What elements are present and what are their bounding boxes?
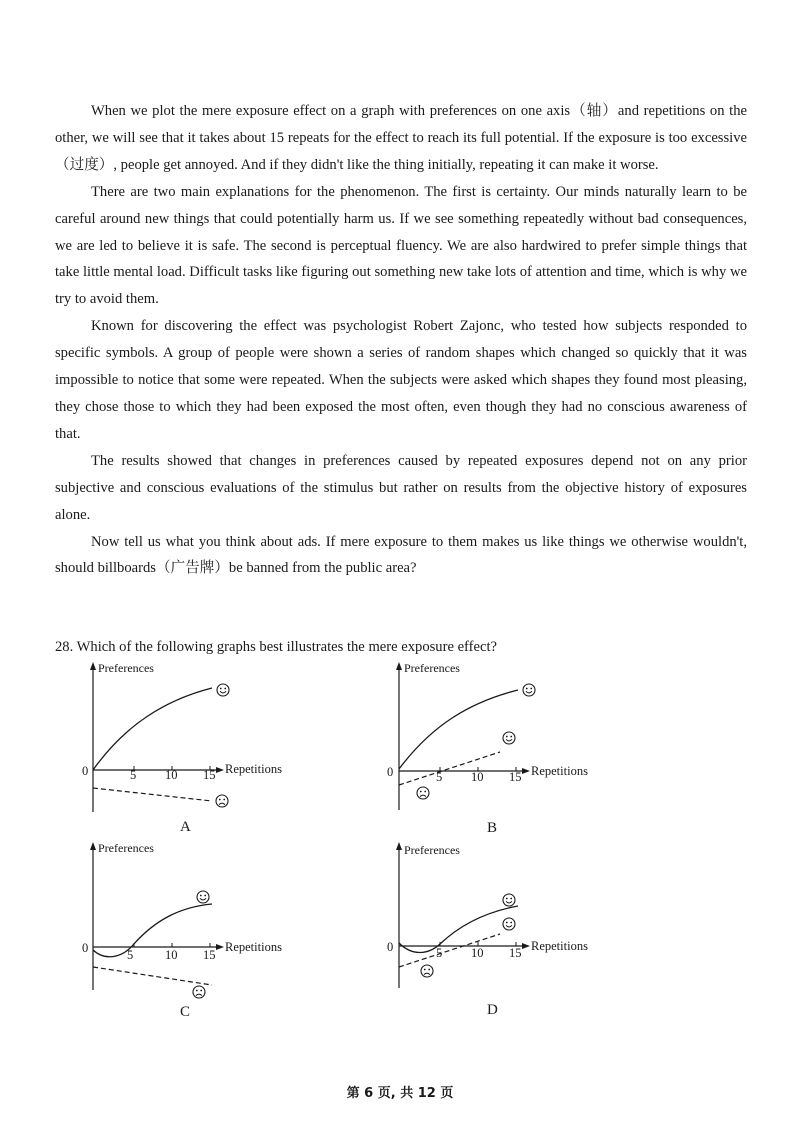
tick-label-15: 15 <box>203 948 216 962</box>
x-axis-label: Repetitions <box>225 940 282 954</box>
paragraph-4: The results showed that changes in preferences caused by repeated exposures depend not on any prior subjective and conscious evaluations of the stimulus but rather on results from the objective history of exposures alone. <box>55 452 747 523</box>
y-axis-label: Preferences <box>404 661 460 675</box>
x-axis-arrow <box>522 768 530 774</box>
positive-curve <box>93 688 212 770</box>
paragraph-5: Now tell us what you think about ads. If mere exposure to them makes us like things we otherwise wouldn't, should billboards（广告牌）be banned from the public area? <box>55 533 747 577</box>
s-curve <box>93 904 212 957</box>
tick-label-10: 10 <box>165 948 178 962</box>
sad-face-icon <box>421 965 433 977</box>
tick-label-15: 15 <box>203 768 216 782</box>
graph-c <box>90 842 224 998</box>
option-letter-d: D <box>487 1002 498 1018</box>
page-footer: 第 6 页, 共 12 页 <box>346 1086 454 1101</box>
tick-label-5: 5 <box>436 770 443 784</box>
x-axis-label: Repetitions <box>225 762 282 776</box>
tick-label-5: 5 <box>130 768 137 782</box>
tick-label-10: 10 <box>165 768 178 782</box>
option-letter-b: B <box>487 820 498 836</box>
y-axis-label: Preferences <box>98 661 154 675</box>
happy-face-icon <box>503 732 515 744</box>
tick-label-5: 5 <box>436 946 443 960</box>
graph-d <box>396 842 530 988</box>
tick-label-10: 10 <box>471 770 484 784</box>
x-axis-arrow <box>216 767 224 773</box>
graph-a <box>90 662 229 812</box>
option-letter-c: C <box>180 1004 191 1020</box>
option-letter-a: A <box>180 819 191 835</box>
x-axis-arrow <box>522 943 530 949</box>
positive-curve <box>399 690 518 769</box>
origin-label: 0 <box>82 941 89 955</box>
tick-label-10: 10 <box>471 946 484 960</box>
happy-face-icon <box>217 684 229 696</box>
y-axis-label: Preferences <box>98 841 154 855</box>
happy-face-icon <box>523 684 535 696</box>
happy-face-icon <box>503 894 515 906</box>
sad-face-icon <box>216 795 228 807</box>
tick-label-5: 5 <box>127 948 134 962</box>
paragraph-2: There are two main explanations for the phenomenon. The first is certainty. Our minds naturally learn to be careful around new things that could potentially harm us. If we see something repeatedly without bad consequences, we are led to believe it is safe. The second is perceptual fluency. We are also hardwired to prefer simple things that take little mental load. Difficult tasks like figuring out something new take lots of attention and time, which is why we try to avoid them. <box>55 183 747 308</box>
question-28: 28. Which of the following graphs best illustrates the mere exposure effect? <box>55 639 498 655</box>
origin-label: 0 <box>387 765 394 779</box>
tick-label-15: 15 <box>509 946 522 960</box>
y-axis-arrow <box>396 662 402 670</box>
sad-face-icon <box>193 986 205 998</box>
rising-dashed-line <box>399 752 500 785</box>
graph-b <box>396 662 535 810</box>
y-axis-arrow <box>396 842 402 850</box>
origin-label: 0 <box>82 764 89 778</box>
tick-label-15: 15 <box>509 770 522 784</box>
negative-dashed-line <box>93 788 212 801</box>
y-axis-arrow <box>90 842 96 850</box>
sad-face-icon <box>417 787 429 799</box>
paragraph-3: Known for discovering the effect was psychologist Robert Zajonc, who tested how subjects responded to specific symbols. A group of people were shown a series of random shapes which changed so quickly that it was impossible to notice that some were repeated. When the subjects were asked which shapes they found most pleasing, they chose those to which they had been exposed the most often, even though they had no conscious awareness of that. <box>55 318 747 442</box>
x-axis-label: Repetitions <box>531 764 588 778</box>
negative-dashed-line <box>93 967 212 985</box>
happy-face-icon <box>197 891 209 903</box>
rising-dashed-line <box>399 934 500 967</box>
paragraph-1: When we plot the mere exposure effect on a graph with preferences on one axis（轴）and repetitions on the other, we will see that it takes about 15 repeats for the effect to reach its full potential. If the exposure is too excessive（过度）, people get annoyed. And if they didn't like the thing initially, repeating it can make it worse. <box>55 103 747 173</box>
y-axis-label: Preferences <box>404 843 460 857</box>
x-axis-arrow <box>216 944 224 950</box>
happy-face-icon <box>503 918 515 930</box>
y-axis-arrow <box>90 662 96 670</box>
x-axis-label: Repetitions <box>531 939 588 953</box>
origin-label: 0 <box>387 940 394 954</box>
